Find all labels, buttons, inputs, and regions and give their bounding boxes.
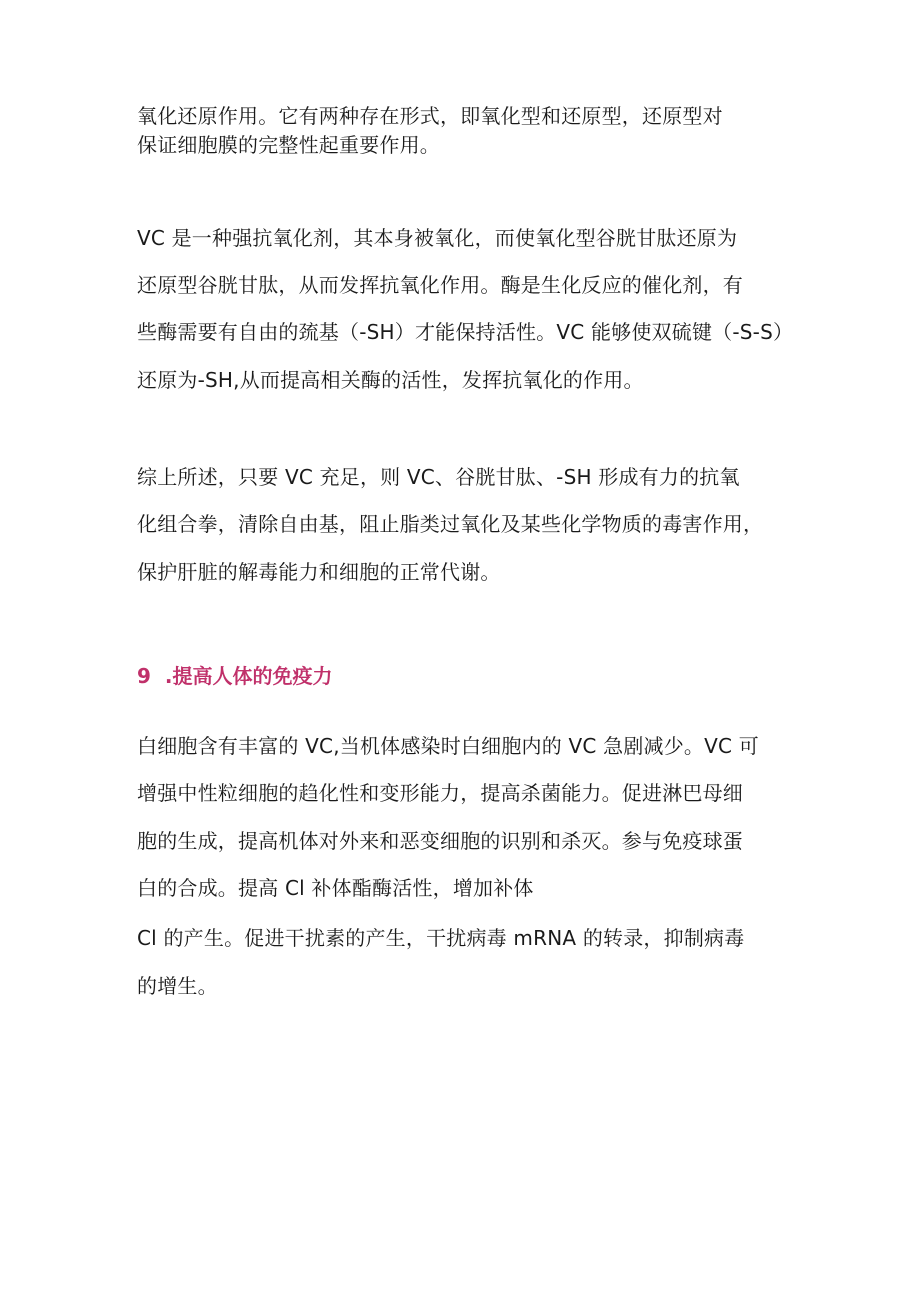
text-line: 增强中性粒细胞的趋化性和变形能力，提高杀菌能力。促进淋巴母细 <box>137 781 743 805</box>
text-line: 保护肝脏的解毒能力和细胞的正常代谢。 <box>137 560 501 584</box>
text-line: 胞的生成，提高机体对外来和恶变细胞的识别和杀灭。参与免疫球蛋 <box>137 829 743 853</box>
text-line: Cl 的产生。促进干扰素的产生，干扰病毒 mRNA 的转录，抑制病毒 <box>137 926 745 950</box>
text-line: 还原型谷胱甘肽，从而发挥抗氧化作用。酶是生化反应的催化剂，有 <box>137 273 743 297</box>
section-title: .提高人体的免疫力 <box>164 664 333 688</box>
text-line: 保证细胞膜的完整性起重要作用。 <box>137 133 440 157</box>
text-line: 白的合成。提高 Cl 补体酯酶活性，增加补体 <box>137 876 534 900</box>
text-line: 些酶需要有自由的巯基（-SH）才能保持活性。VC 能够使双硫键（-S-S） <box>137 320 794 344</box>
section-number: 9 <box>137 664 151 688</box>
text-line: 综上所述，只要 VC 充足，则 VC、谷胱甘肽、-SH 形成有力的抗氧 <box>137 465 740 489</box>
text-line: 氧化还原作用。它有两种存在形式，即氧化型和还原型，还原型对 <box>137 104 723 128</box>
text-line: 还原为-SH,从而提高相关酶的活性，发挥抗氧化的作用。 <box>137 368 644 392</box>
text-line: 化组合拳，清除自由基，阻止脂类过氧化及某些化学物质的毒害作用， <box>137 512 764 536</box>
text-line: VC 是一种强抗氧化剂，其本身被氧化，而使氧化型谷胱甘肽还原为 <box>137 226 738 250</box>
text-line: 的增生。 <box>137 974 218 998</box>
text-line: 白细胞含有丰富的 VC,当机体感染时白细胞内的 VC 急剧减少。VC 可 <box>137 734 759 758</box>
section-heading <box>137 664 333 688</box>
